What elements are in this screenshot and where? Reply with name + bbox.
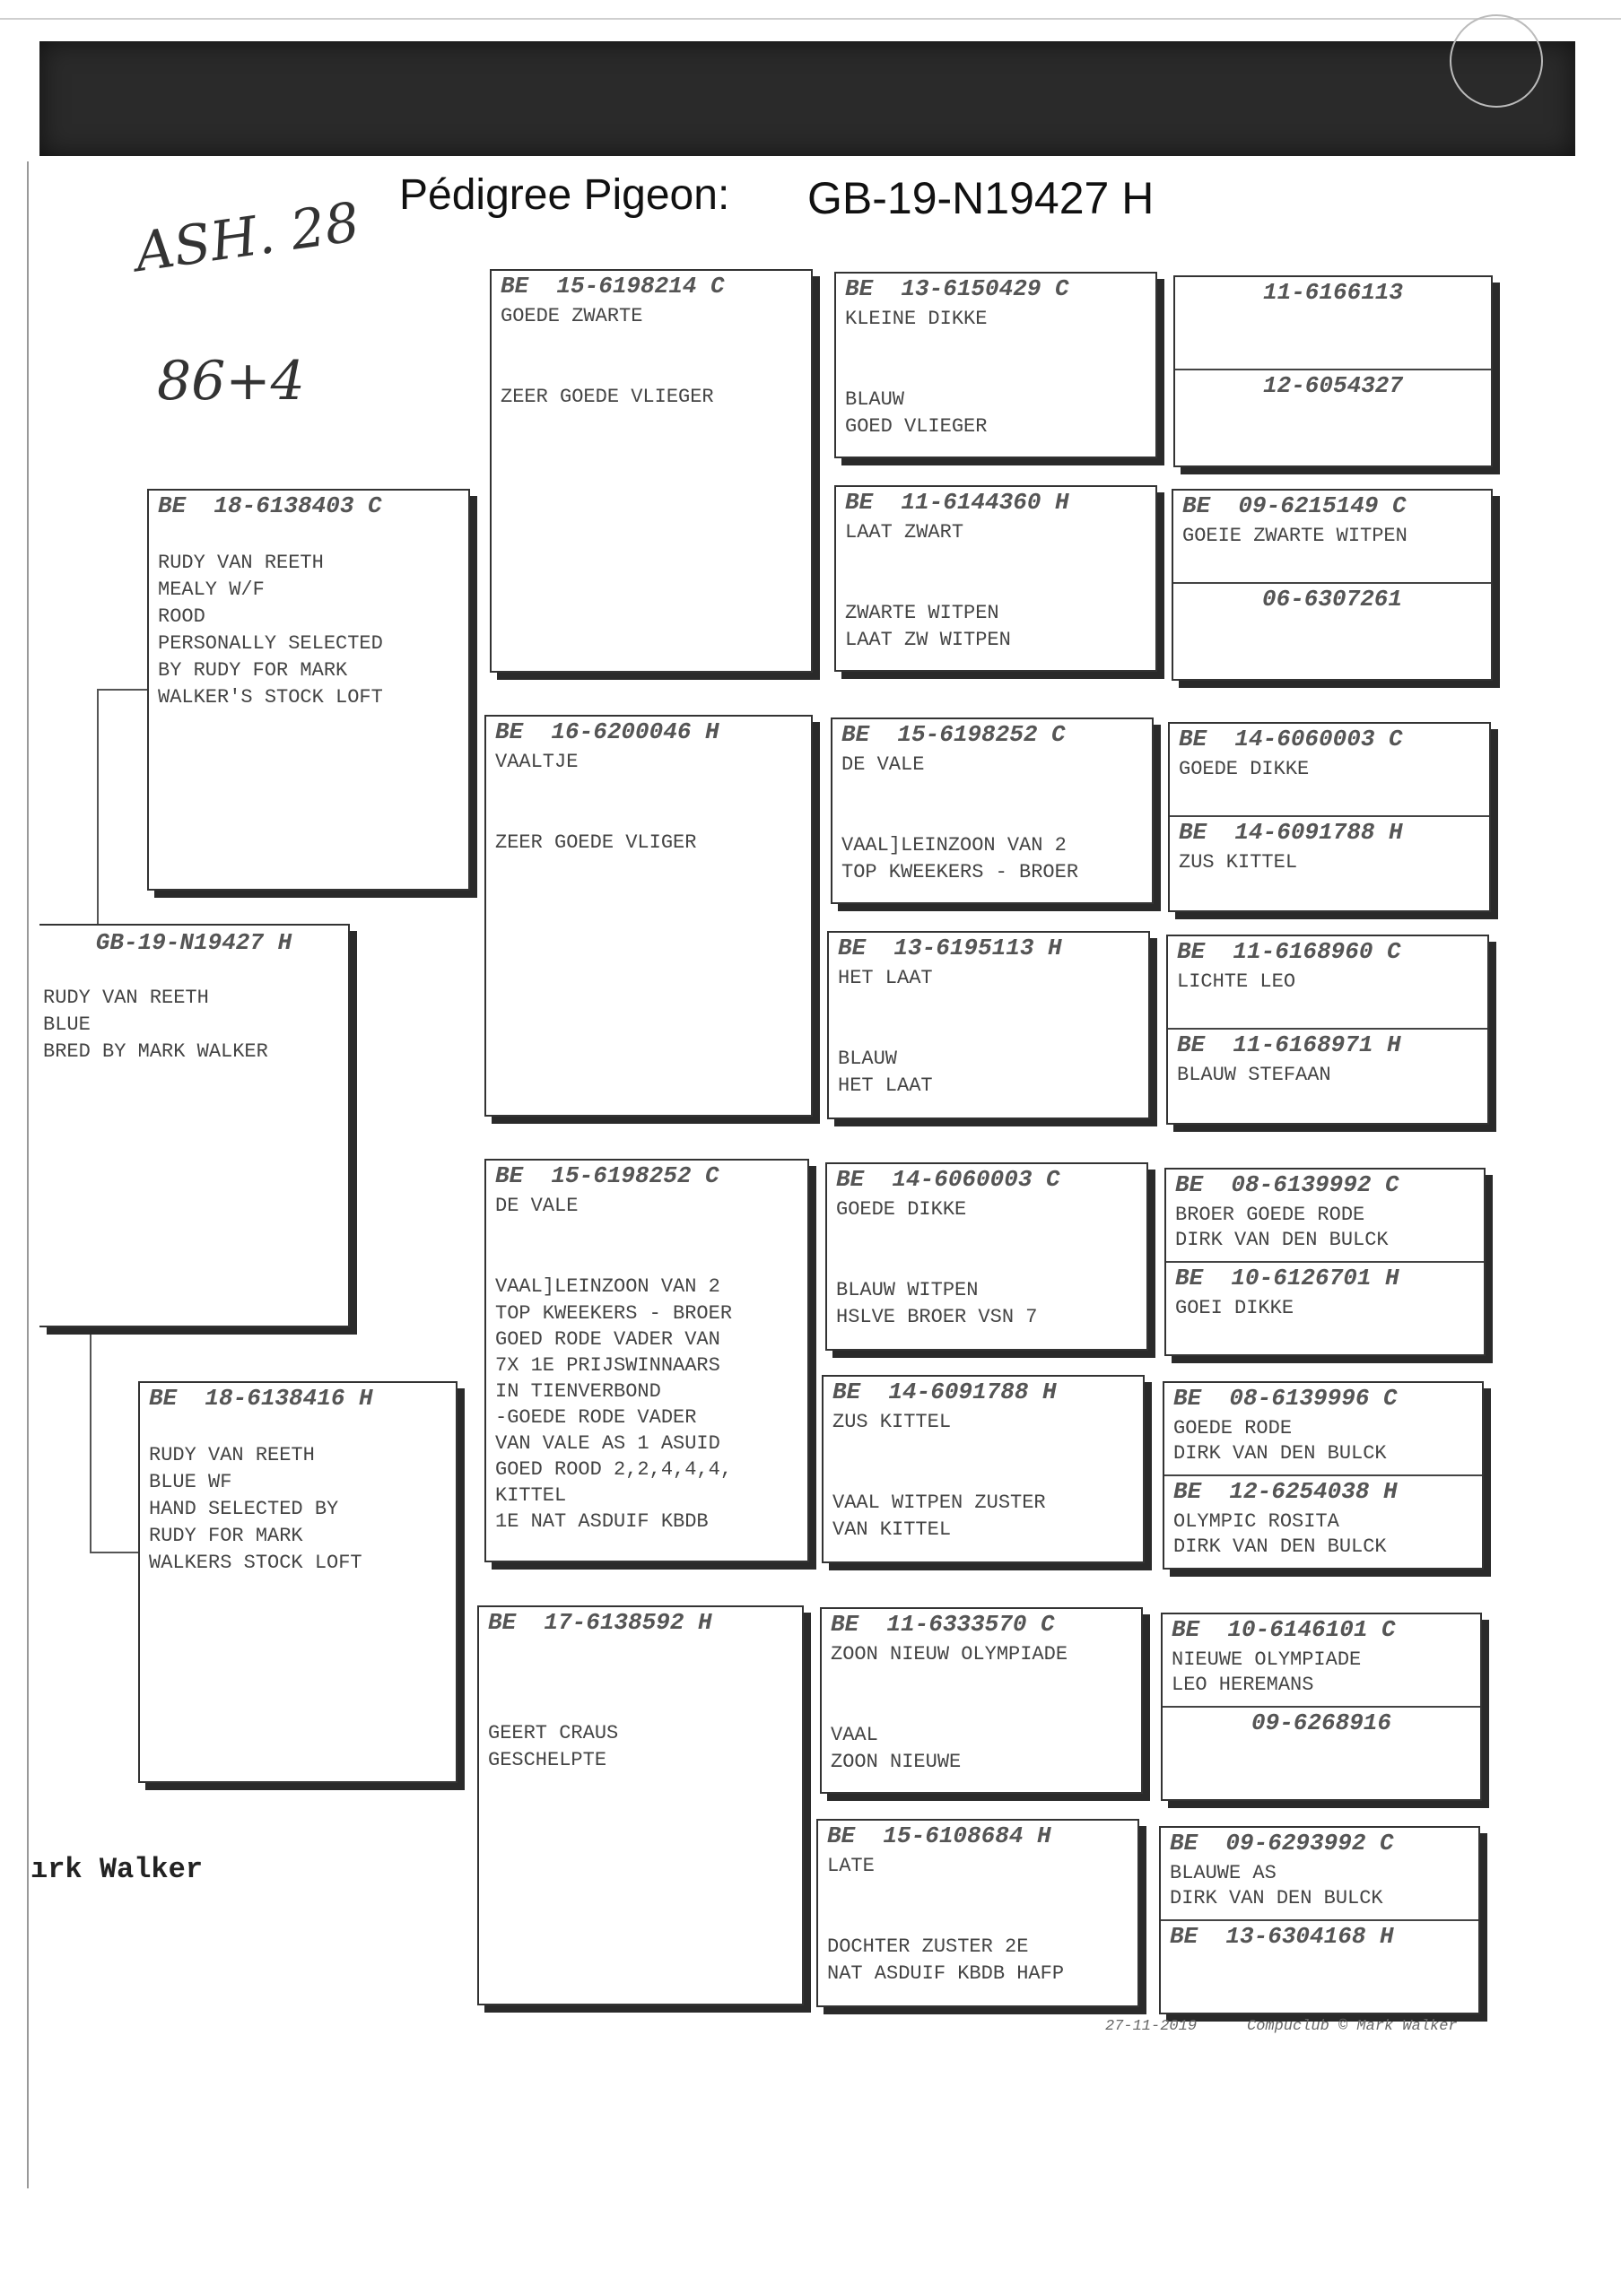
sire-line-1: RUDY VAN REETH xyxy=(158,552,324,574)
subject-pigeon-card[interactable] xyxy=(39,924,350,1327)
gen4-3b-line-1: ZUS KITTEL xyxy=(1179,851,1298,874)
gen3-6-mid-1: VAAL WITPEN ZUSTER xyxy=(832,1492,1046,1514)
gen2-4-mid-1: GEERT CRAUS xyxy=(488,1722,619,1744)
gen4-4a-line-1: LICHTE LEO xyxy=(1177,970,1296,993)
connector-sire xyxy=(97,689,99,933)
gen2-3-mid-5: IN TIENVERBOND xyxy=(495,1380,661,1403)
gen3-1-ring: BE 13-6150429 C xyxy=(845,275,1069,302)
gen3-3-ring: BE 15-6198252 C xyxy=(841,721,1066,748)
dam-line-1: RUDY VAN REETH xyxy=(149,1444,315,1466)
gen4-card-2[interactable] xyxy=(1172,489,1493,681)
gen3-8-ring: BE 15-6108684 H xyxy=(827,1822,1051,1849)
gen2-4-mid-2: GESCHELPTE xyxy=(488,1749,607,1771)
gen3-7-top-1: ZOON NIEUW OLYMPIADE xyxy=(831,1643,1068,1665)
gen4-2a-line-1: GOEIE ZWARTE WITPEN xyxy=(1182,525,1407,547)
gen2-1-top-1: GOEDE ZWARTE xyxy=(501,305,643,327)
gen2-3-mid-7: VAN VALE AS 1 ASUID xyxy=(495,1432,720,1455)
gen2-3-mid-2: TOP KWEEKERS - BROER xyxy=(495,1302,733,1325)
gen2-3-mid-1: VAAL]LEINZOON VAN 2 xyxy=(495,1275,720,1298)
gen2-3-mid-8: GOED ROOD 2,2,4,4,4, xyxy=(495,1458,733,1481)
gen3-card-5[interactable] xyxy=(825,1162,1148,1351)
sire-line-3: ROOD xyxy=(158,605,205,628)
gen4-6b-line-2: DIRK VAN DEN BULCK xyxy=(1173,1535,1387,1558)
gen4-6-divider xyxy=(1164,1474,1482,1476)
handwritten-note-1: ASH. 28 xyxy=(131,190,363,285)
handwritten-note-2: 86+4 xyxy=(157,350,305,413)
gen3-4-top-1: HET LAAT xyxy=(838,967,933,989)
gen2-card-2[interactable] xyxy=(484,715,813,1117)
gen4-3a-ring: BE 14-6060003 C xyxy=(1179,726,1403,752)
sire-line-5: BY RUDY FOR MARK xyxy=(158,659,348,682)
gen4-5b-ring: BE 10-6126701 H xyxy=(1175,1265,1399,1292)
page-title: Pédigree Pigeon: xyxy=(399,171,730,219)
gen2-2-top-1: VAALTJE xyxy=(495,751,579,773)
print-date: 27-11-2019 xyxy=(1105,2018,1198,2035)
sire-line-4: PERSONALLY SELECTED xyxy=(158,632,383,655)
gen4-6a-line-1: GOEDE RODE xyxy=(1173,1417,1293,1439)
gen3-2-ring: BE 11-6144360 H xyxy=(845,489,1069,516)
gen2-1-ring: BE 15-6198214 C xyxy=(501,273,725,300)
subject-line-2: BLUE xyxy=(43,1013,91,1036)
gen4-card-1[interactable] xyxy=(1173,275,1493,467)
gen3-3-mid-1: VAAL]LEINZOON VAN 2 xyxy=(841,834,1067,857)
gen2-card-1[interactable] xyxy=(490,269,813,673)
gen3-4-mid-1: BLAUW xyxy=(838,1048,898,1070)
dam-line-2: BLUE WF xyxy=(149,1471,232,1493)
gen2-2-mid-1: ZEER GOEDE VLIGER xyxy=(495,831,697,854)
gen2-3-ring: BE 15-6198252 C xyxy=(495,1162,719,1189)
dam-card[interactable] xyxy=(138,1381,458,1783)
gen4-4a-ring: BE 11-6168960 C xyxy=(1177,938,1401,965)
sire-line-2: MEALY W/F xyxy=(158,578,265,601)
gen3-card-7[interactable] xyxy=(820,1607,1143,1794)
gen4-7a-line-1: NIEUWE OLYMPIADE xyxy=(1172,1648,1362,1671)
gen4-card-6[interactable] xyxy=(1163,1381,1484,1570)
gen2-1-mid-1: ZEER GOEDE VLIEGER xyxy=(501,386,714,408)
gen3-card-2[interactable] xyxy=(834,485,1157,672)
gen4-5b-line-1: GOEI DIKKE xyxy=(1175,1297,1294,1319)
gen3-card-1[interactable] xyxy=(834,272,1157,458)
page-ring-number: GB-19-N19427 H xyxy=(807,173,1155,223)
gen3-2-mid-2: LAAT ZW WITPEN xyxy=(845,629,1011,651)
gen4-6b-line-1: OLYMPIC ROSITA xyxy=(1173,1510,1339,1533)
gen3-5-mid-1: BLAUW WITPEN xyxy=(836,1279,979,1301)
gen4-8b-ring: BE 13-6304168 H xyxy=(1170,1923,1394,1950)
gen4-3a-line-1: GOEDE DIKKE xyxy=(1179,758,1310,780)
gen4-7a-ring: BE 10-6146101 C xyxy=(1172,1616,1396,1643)
gen2-3-mid-9: KITTEL xyxy=(495,1484,567,1507)
gen3-3-top-1: DE VALE xyxy=(841,753,925,776)
gen4-card-8[interactable] xyxy=(1159,1826,1480,2014)
gen4-4b-line-1: BLAUW STEFAAN xyxy=(1177,1064,1331,1086)
dam-ring: BE 18-6138416 H xyxy=(149,1385,373,1412)
gen4-4-divider xyxy=(1168,1028,1487,1030)
connector-dam-h xyxy=(90,1552,140,1553)
gen3-3-mid-2: TOP KWEEKERS - BROER xyxy=(841,861,1079,883)
gen3-8-mid-1: DOCHTER ZUSTER 2E xyxy=(827,1935,1029,1958)
sire-card[interactable] xyxy=(147,489,470,891)
gen4-7-divider xyxy=(1163,1706,1480,1708)
gen3-card-8[interactable] xyxy=(816,1819,1139,2007)
page-margin-rule xyxy=(27,161,29,2188)
dam-line-4: RUDY FOR MARK xyxy=(149,1525,303,1547)
gen4-6a-ring: BE 08-6139996 C xyxy=(1173,1385,1398,1412)
subject-line-1: RUDY VAN REETH xyxy=(43,987,209,1009)
gen3-5-mid-2: HSLVE BROER VSN 7 xyxy=(836,1306,1038,1328)
connector-dam xyxy=(90,1327,92,1552)
gen3-4-mid-2: HET LAAT xyxy=(838,1074,933,1097)
gen2-card-4[interactable] xyxy=(477,1605,804,2005)
gen4-card-3[interactable] xyxy=(1168,722,1491,912)
gen4-card-5[interactable] xyxy=(1164,1168,1486,1356)
scan-edge-line xyxy=(0,18,1621,20)
gen4-5a-line-1: BROER GOEDE RODE xyxy=(1175,1204,1365,1226)
gen3-5-ring: BE 14-6060003 C xyxy=(836,1166,1060,1193)
gen3-card-4[interactable] xyxy=(827,931,1150,1119)
subject-line-3: BRED BY MARK WALKER xyxy=(43,1040,268,1063)
gen3-6-ring: BE 14-6091788 H xyxy=(832,1378,1057,1405)
gen2-3-top-1: DE VALE xyxy=(495,1195,579,1217)
gen4-5a-line-2: DIRK VAN DEN BULCK xyxy=(1175,1229,1389,1251)
gen4-6a-line-2: DIRK VAN DEN BULCK xyxy=(1173,1442,1387,1465)
gen4-5a-ring: BE 08-6139992 C xyxy=(1175,1171,1399,1198)
close-icon xyxy=(1450,14,1543,108)
gen2-4-ring: BE 17-6138592 H xyxy=(488,1609,712,1636)
gen2-3-mid-3: GOED RODE VADER VAN xyxy=(495,1328,720,1351)
header-band xyxy=(39,41,1575,156)
gen4-1b-ring: 12-6054327 xyxy=(1262,372,1404,399)
gen4-8a-line-1: BLAUWE AS xyxy=(1170,1862,1277,1884)
gen4-3b-ring: BE 14-6091788 H xyxy=(1179,819,1403,846)
gen4-card-7[interactable] xyxy=(1161,1613,1482,1801)
gen4-3-divider xyxy=(1170,815,1489,817)
gen2-card-3[interactable] xyxy=(484,1159,809,1562)
dam-line-5: WALKERS STOCK LOFT xyxy=(149,1552,362,1574)
gen3-1-mid-2: GOED VLIEGER xyxy=(845,415,988,438)
gen4-1a-ring: 11-6166113 xyxy=(1262,279,1404,306)
gen4-7b-ring: 09-6268916 xyxy=(1251,1709,1392,1736)
gen4-4b-ring: BE 11-6168971 H xyxy=(1177,1031,1401,1058)
gen4-card-4[interactable] xyxy=(1166,935,1489,1125)
gen3-6-mid-2: VAN KITTEL xyxy=(832,1518,952,1541)
gen3-7-mid-1: VAAL xyxy=(831,1724,878,1746)
gen4-2a-ring: BE 09-6215149 C xyxy=(1182,492,1407,519)
gen3-8-top-1: LATE xyxy=(827,1855,875,1877)
gen4-7a-line-2: LEO HEREMANS xyxy=(1172,1674,1314,1696)
gen4-2b-ring: 06-6307261 xyxy=(1261,586,1403,613)
gen4-1-divider xyxy=(1175,369,1491,370)
gen3-4-ring: BE 13-6195113 H xyxy=(838,935,1062,961)
connector-sire-h xyxy=(97,689,147,691)
gen3-2-top-1: LAAT ZWART xyxy=(845,521,964,544)
gen3-card-3[interactable] xyxy=(831,718,1154,904)
software-credit: Compuclub © Mark Walker xyxy=(1247,2018,1458,2035)
subject-ring: GB-19-N19427 H xyxy=(95,929,292,956)
gen3-card-6[interactable] xyxy=(822,1375,1145,1563)
sire-line-6: WALKER'S STOCK LOFT xyxy=(158,686,383,709)
gen3-6-top-1: ZUS KITTEL xyxy=(832,1411,952,1433)
gen3-5-top-1: GOEDE DIKKE xyxy=(836,1198,967,1221)
gen3-1-top-1: KLEINE DIKKE xyxy=(845,308,988,330)
gen4-2-divider xyxy=(1173,582,1491,584)
gen4-5-divider xyxy=(1166,1261,1484,1263)
sire-ring: BE 18-6138403 C xyxy=(158,492,382,519)
gen3-7-mid-2: ZOON NIEUWE xyxy=(831,1751,962,1773)
gen2-3-mid-4: 7X 1E PRIJSWINNAARS xyxy=(495,1354,720,1377)
gen3-2-mid-1: ZWARTE WITPEN xyxy=(845,602,999,624)
gen3-1-mid-1: BLAUW xyxy=(845,388,905,411)
gen4-6b-ring: BE 12-6254038 H xyxy=(1173,1478,1398,1505)
gen4-8-divider xyxy=(1161,1919,1478,1921)
gen3-7-ring: BE 11-6333570 C xyxy=(831,1611,1055,1638)
dam-line-3: HAND SELECTED BY xyxy=(149,1498,339,1520)
gen2-3-mid-6: -GOEDE RODE VADER xyxy=(495,1406,697,1429)
gen3-8-mid-2: NAT ASDUIF KBDB HAFP xyxy=(827,1962,1065,1985)
breeder-name: ırk Walker xyxy=(31,1853,204,1886)
gen2-3-mid-10: 1E NAT ASDUIF KBDB xyxy=(495,1510,709,1533)
gen4-8a-line-2: DIRK VAN DEN BULCK xyxy=(1170,1887,1383,1909)
gen4-8a-ring: BE 09-6293992 C xyxy=(1170,1830,1394,1857)
gen2-2-ring: BE 16-6200046 H xyxy=(495,718,719,745)
